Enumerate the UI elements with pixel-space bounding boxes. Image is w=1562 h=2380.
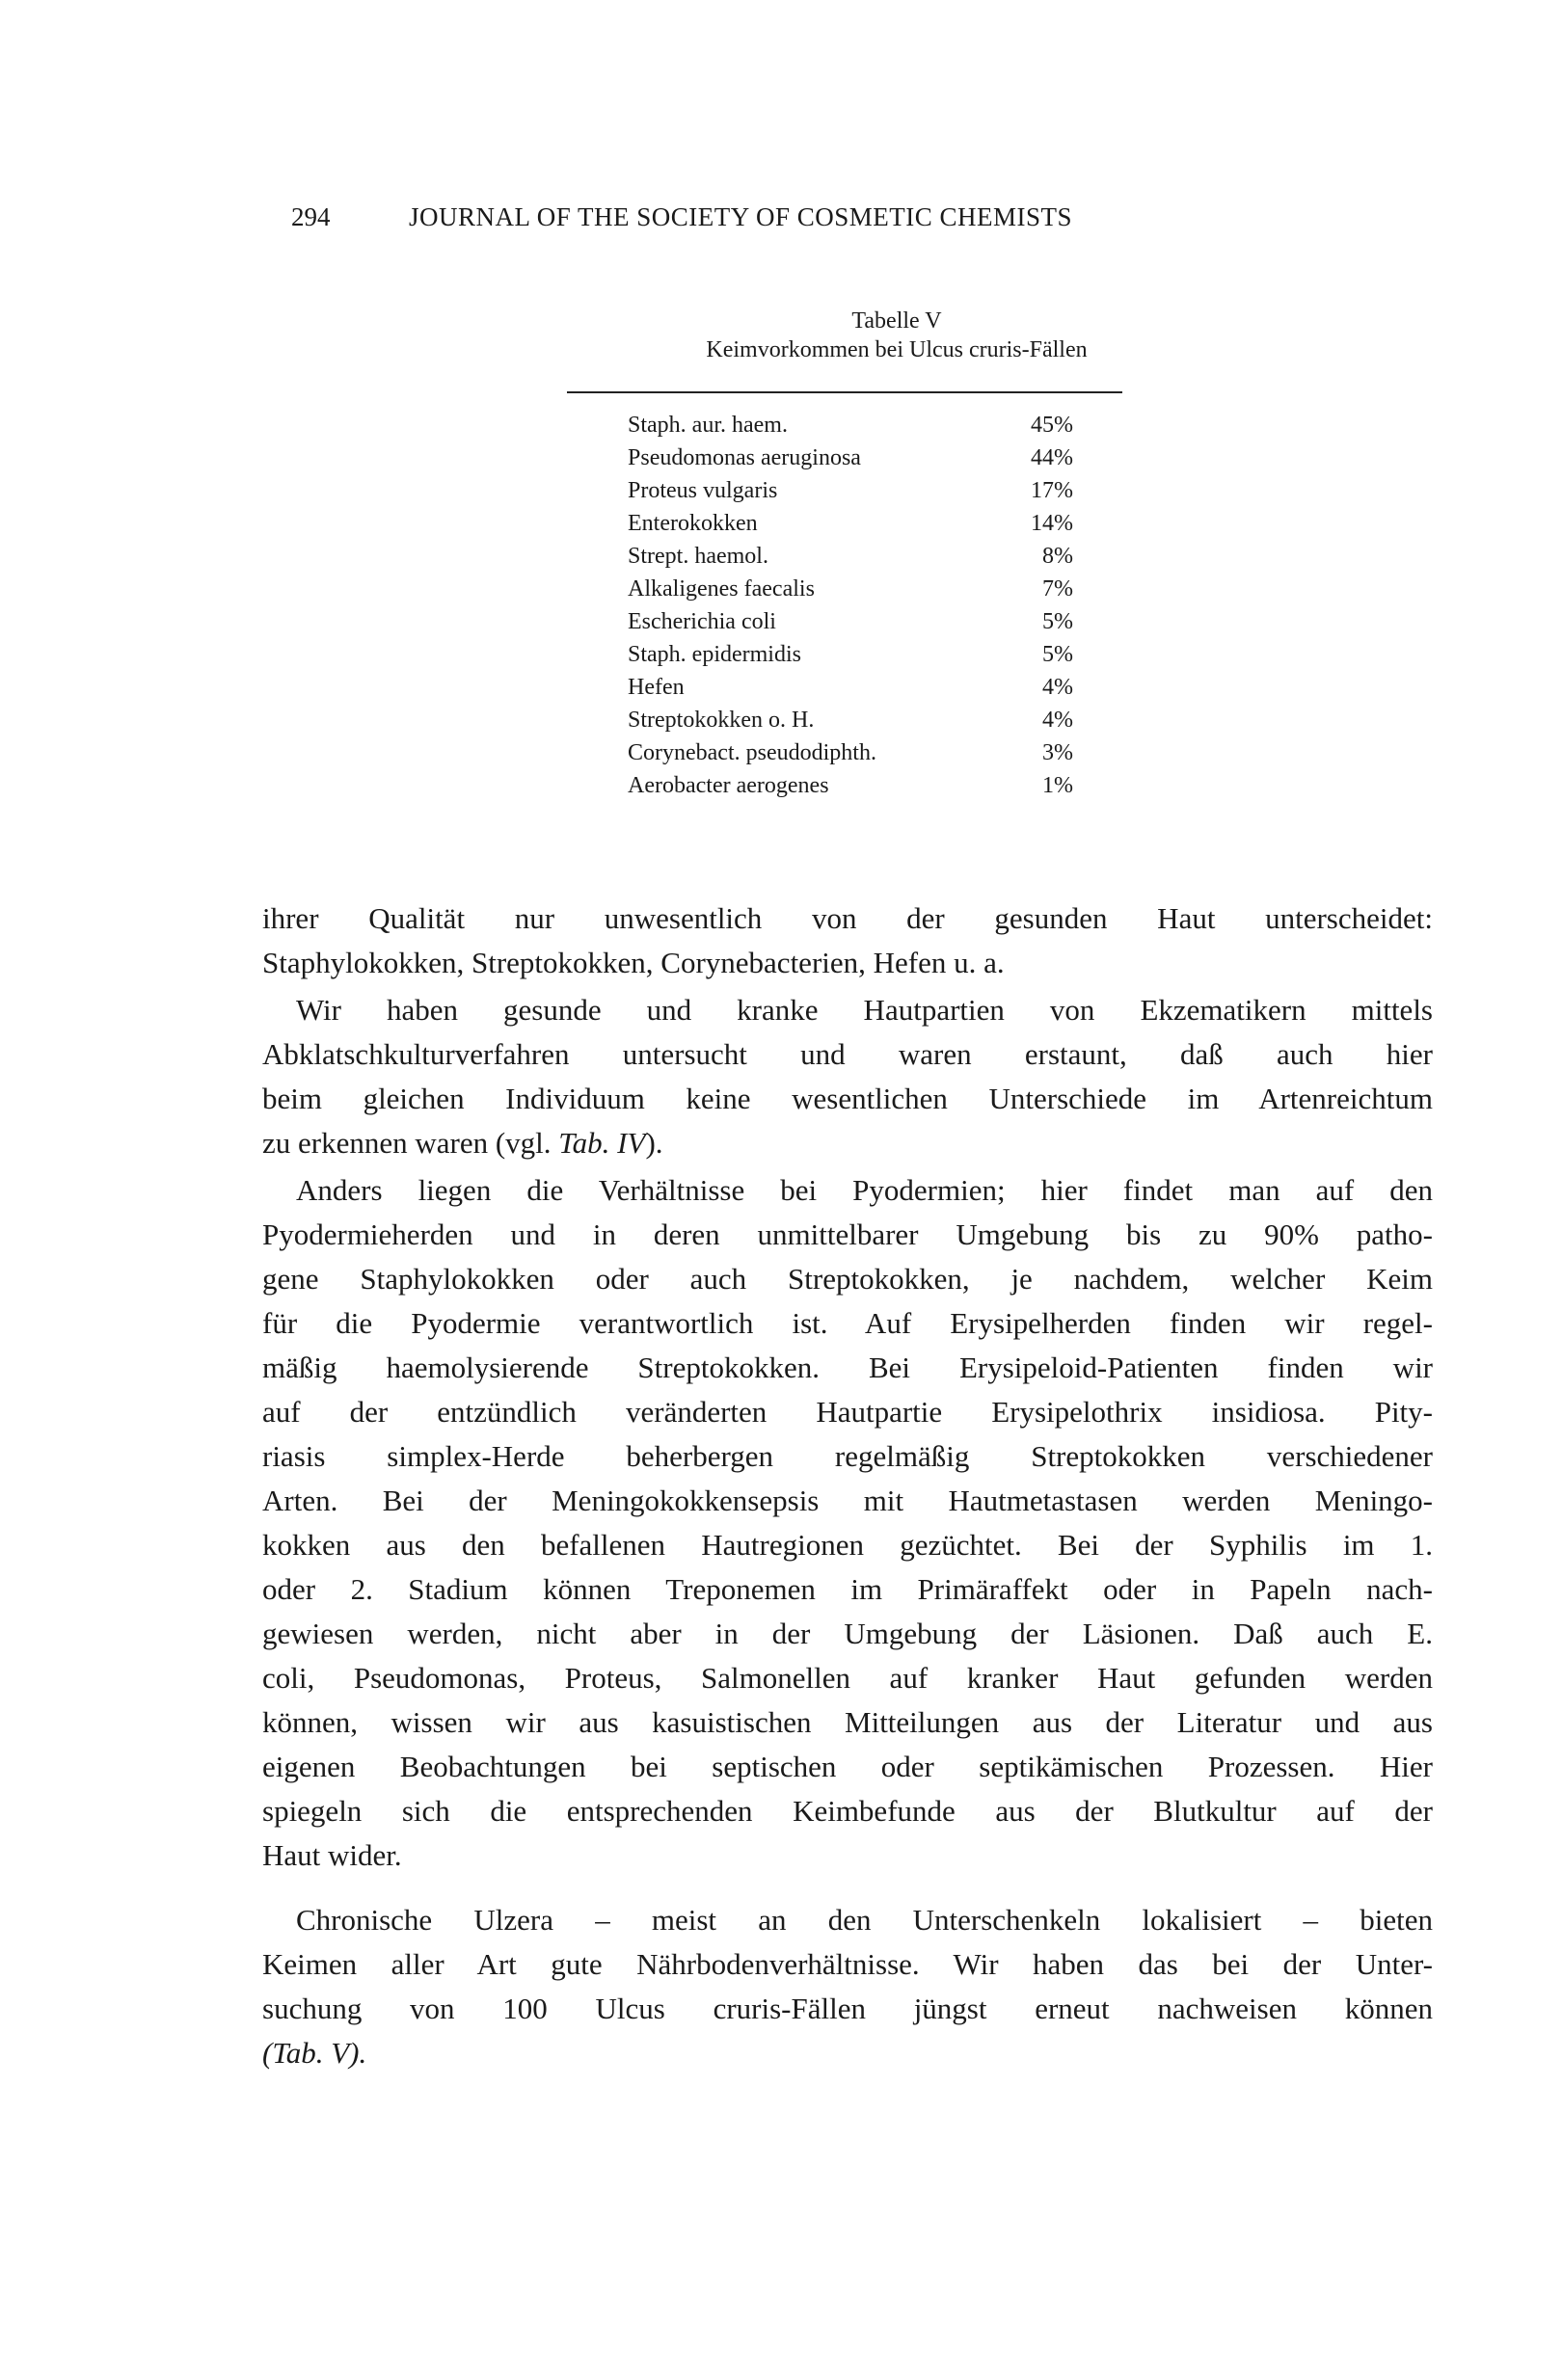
- text-line: oder 2. Stadium können Treponemen im Primäraffekt oder in Papeln nach-: [262, 1572, 1433, 1606]
- germ-table: [628, 409, 1073, 802]
- text-line: mäßig haemolysierende Streptokokken. Bei Erysipeloid-Patienten finden wir: [262, 1350, 1433, 1384]
- germ-percentage: 4%: [1042, 675, 1073, 700]
- page-number: 294: [291, 202, 331, 231]
- text-line: kokken aus den befallenen Hautregionen gezüchtet. Bei der Syphilis im 1.: [262, 1528, 1433, 1562]
- table-row: [628, 441, 1073, 474]
- germ-name: Staph. aur. haem.: [628, 413, 788, 438]
- text-line: Pyodermieherden und in deren unmittelbarer Umgebung bis zu 90% patho-: [262, 1217, 1433, 1251]
- text-line: riasis simplex-Herde beherbergen regelmäßig Streptokokken verschiedener: [262, 1439, 1433, 1473]
- table-row: [628, 671, 1073, 704]
- table-row: [628, 704, 1073, 736]
- text-line: ihrer Qualität nur unwesentlich von der gesunden Haut unterscheidet:: [262, 901, 1433, 935]
- germ-name: Corynebact. pseudodiphth.: [628, 740, 876, 765]
- germ-percentage: 5%: [1042, 642, 1073, 667]
- text-line: für die Pyodermie verantwortlich ist. Auf Erysipelherden finden wir regel-: [262, 1306, 1433, 1340]
- table-row: [628, 409, 1073, 441]
- text-line: gene Staphylokokken oder auch Streptokokken, je nachdem, welcher Keim: [262, 1262, 1433, 1296]
- text-line: [262, 1121, 1433, 1165]
- table-row: [628, 769, 1073, 802]
- table-row: [628, 474, 1073, 507]
- text-line: coli, Pseudomonas, Proteus, Salmonellen auf kranker Haut gefunden werden: [262, 1661, 1433, 1695]
- text-line: suchung von 100 Ulcus cruris-Fällen jüngst erneut nachweisen können: [262, 1992, 1433, 2025]
- table-row: [628, 736, 1073, 769]
- germ-name: Alkaligenes faecalis: [628, 576, 815, 602]
- germ-name: Streptokokken o. H.: [628, 708, 815, 733]
- table-caption: Keimvorkommen bei Ulcus cruris-Fällen: [706, 337, 1088, 362]
- germ-name: Hefen: [628, 675, 685, 700]
- text-line: eigenen Beobachtungen bei septischen oder septikämischen Prozessen. Hier: [262, 1750, 1433, 1783]
- table-row: [628, 573, 1073, 605]
- table-row: [628, 540, 1073, 573]
- table-rule: [567, 391, 1122, 393]
- germ-percentage: 8%: [1042, 544, 1073, 569]
- germ-name: Proteus vulgaris: [628, 478, 778, 503]
- germ-percentage: 17%: [1031, 478, 1073, 503]
- germ-percentage: 3%: [1042, 740, 1073, 765]
- germ-percentage: 14%: [1031, 511, 1073, 536]
- text-line: [262, 2031, 1433, 2075]
- body-text: [262, 896, 1433, 2075]
- germ-percentage: 5%: [1042, 609, 1073, 634]
- table-title: Tabelle V: [851, 308, 942, 334]
- paragraph-3: [262, 1168, 1433, 1878]
- text-line: gewiesen werden, nicht aber in der Umgebung der Läsionen. Daß auch E.: [262, 1617, 1433, 1650]
- germ-name: Aerobacter aerogenes: [628, 773, 829, 798]
- text-line: Arten. Bei der Meningokokkensepsis mit Hautmetastasen werden Meningo-: [262, 1484, 1433, 1517]
- text-line: Anders liegen die Verhältnisse bei Pyodermien; hier findet man auf den: [296, 1173, 1433, 1207]
- table-row: [628, 638, 1073, 671]
- germ-name: Strept. haemol.: [628, 544, 768, 569]
- text-line: können, wissen wir aus kasuistischen Mitteilungen aus der Literatur und aus: [262, 1705, 1433, 1739]
- table-reference: Tab. IV: [558, 1126, 646, 1160]
- paragraph-2: [262, 988, 1433, 1165]
- table-row: [628, 605, 1073, 638]
- germ-percentage: 1%: [1042, 773, 1073, 798]
- text-line: Keimen aller Art gute Nährbodenverhältnisse. Wir haben das bei der Unter-: [262, 1947, 1433, 1981]
- text: ).: [645, 1126, 663, 1160]
- germ-name: Enterokokken: [628, 511, 758, 536]
- text-line: Haut wider.: [262, 1838, 402, 1872]
- table-reference: (Tab. V).: [262, 2036, 367, 2070]
- running-header: JOURNAL OF THE SOCIETY OF COSMETIC CHEMISTS: [409, 202, 1073, 231]
- text-line: beim gleichen Individuum keine wesentlichen Unterschiede im Artenreichtum: [262, 1082, 1433, 1115]
- text-line: Staphylokokken, Streptokokken, Corynebacterien, Hefen u. a.: [262, 946, 1005, 979]
- text-line: spiegeln sich die entsprechenden Keimbefunde aus der Blutkultur auf der: [262, 1794, 1433, 1828]
- text-line: Abklatschkulturverfahren untersucht und waren erstaunt, daß auch hier: [262, 1037, 1433, 1071]
- text-line: Chronische Ulzera – meist an den Unterschenkeln lokalisiert – bieten: [296, 1903, 1433, 1937]
- paragraph-4: [262, 1898, 1433, 2075]
- paragraph-1: [262, 896, 1433, 985]
- germ-percentage: 45%: [1031, 413, 1073, 438]
- germ-name: Pseudomonas aeruginosa: [628, 445, 861, 470]
- germ-name: Staph. epidermidis: [628, 642, 801, 667]
- table-row: [628, 507, 1073, 540]
- text-line: Wir haben gesunde und kranke Hautpartien von Ekzematikern mittels: [296, 993, 1433, 1027]
- text-line: auf der entzündlich veränderten Hautpartie Erysipelothrix insidiosa. Pity-: [262, 1395, 1433, 1429]
- germ-percentage: 7%: [1042, 576, 1073, 602]
- germ-percentage: 4%: [1042, 708, 1073, 733]
- germ-percentage: 44%: [1031, 445, 1073, 470]
- germ-name: Escherichia coli: [628, 609, 776, 634]
- text: zu erkennen waren (vgl.: [262, 1126, 559, 1160]
